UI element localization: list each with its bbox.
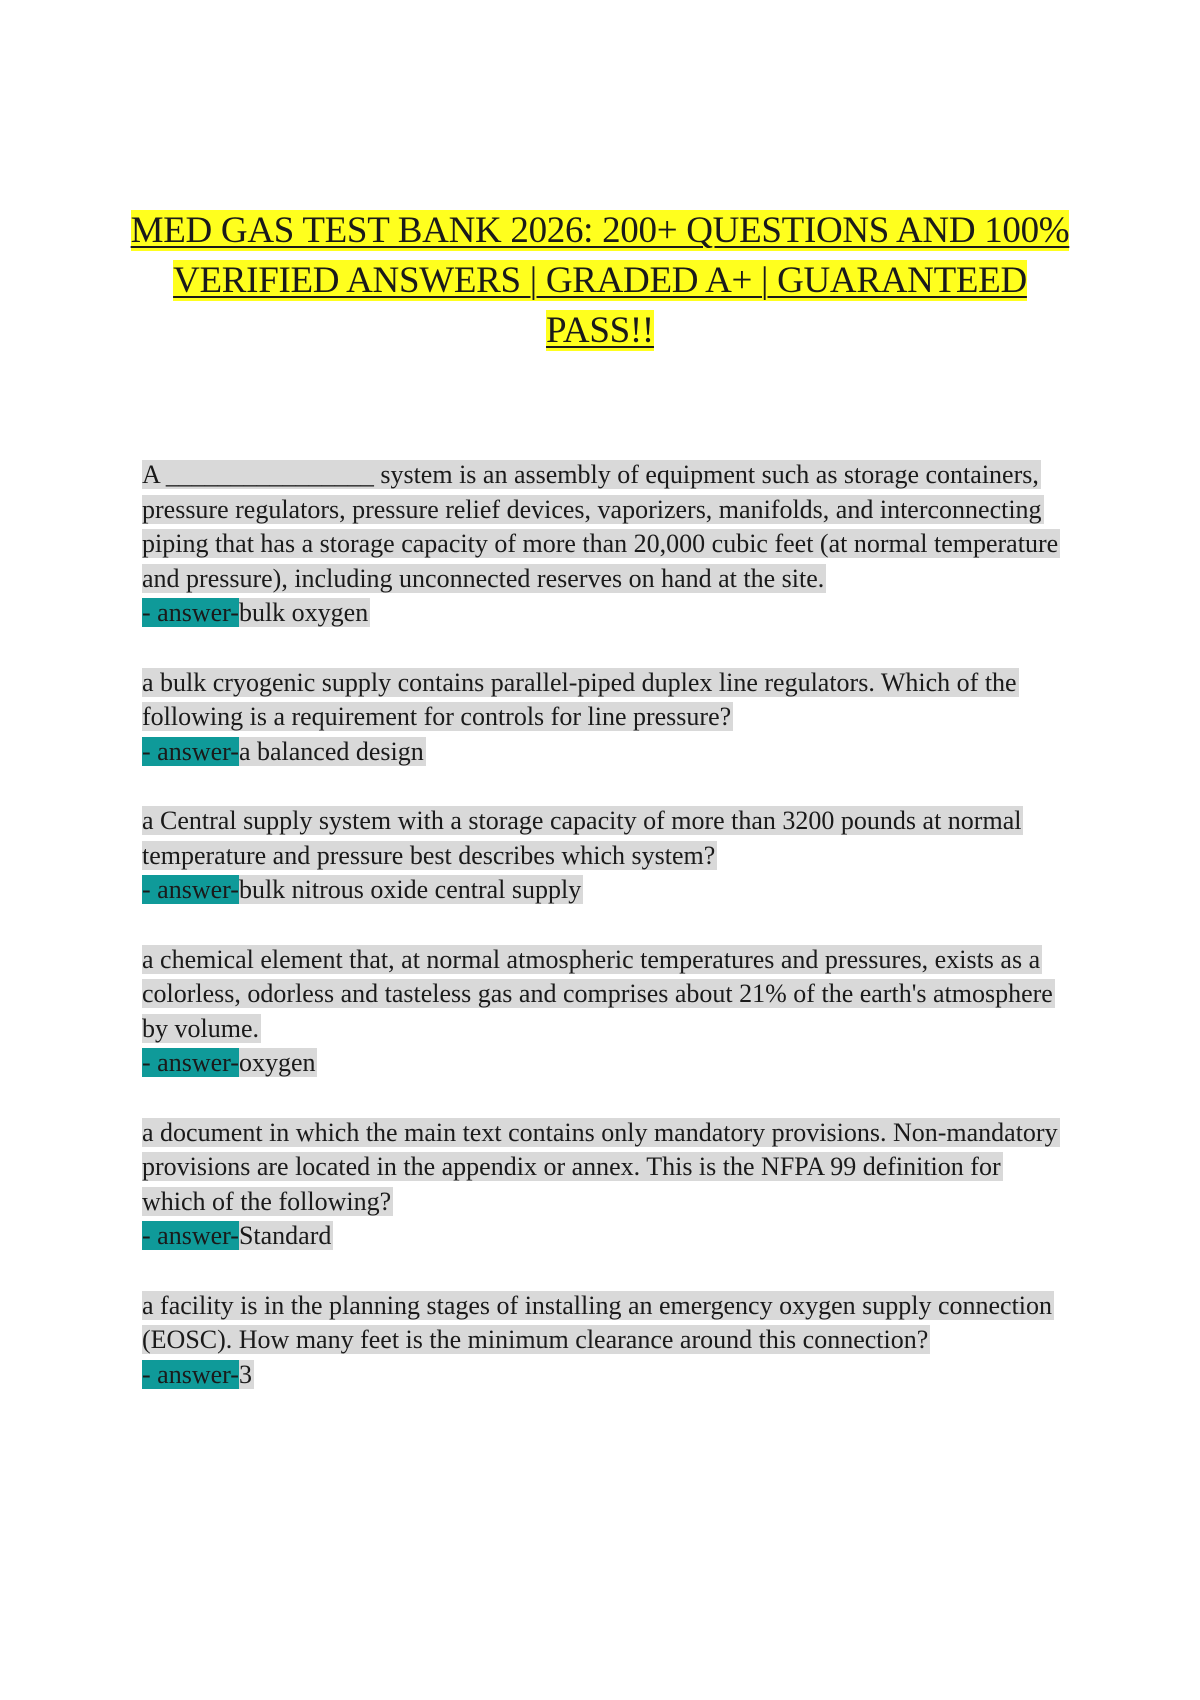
- document-title: [130, 206, 1070, 356]
- qa-item: [142, 943, 1067, 1081]
- question-text: a facility is in the planning stages of installing an emergency oxygen supply connection (EOSC). How many feet is the minimum clearance around this connection?: [142, 1290, 1053, 1354]
- document-title-text: MED GAS TEST BANK 2026: 200+ QUESTIONS AND 100% VERIFIED ANSWERS | GRADED A+ | GUARANTEED PASS!!: [130, 210, 1070, 351]
- answer-text: 3: [238, 1359, 252, 1389]
- answer-text: a balanced design: [238, 736, 424, 766]
- answer-prefix: - answer-: [142, 1048, 239, 1077]
- question-text: a Central supply system with a storage capacity of more than 3200 pounds at normal temperature and pressure best describes which system?: [142, 806, 1022, 870]
- qa-item: [142, 458, 1067, 631]
- answer-prefix: - answer-: [142, 736, 239, 766]
- question-text: A ________________ system is an assembly of equipment such as storage containers, pressure regulators, pressure relief devices, vaporizers, manifolds, and interconnecting piping that has a storage capacity of more than 20,000 cubic feet (at normal temperature and pressure), including unconnected reserves on hand at the site.: [142, 460, 1059, 593]
- qa-item: [142, 666, 1067, 770]
- answer-line: [142, 596, 1067, 631]
- qa-item: [142, 804, 1067, 908]
- answer-line: [142, 1046, 1067, 1081]
- answer-prefix: - answer-: [142, 1221, 239, 1250]
- answer-prefix: - answer-: [142, 598, 239, 627]
- answer-line: [142, 873, 1067, 908]
- answer-text: bulk oxygen: [238, 598, 369, 627]
- question-text: a document in which the main text contains only mandatory provisions. Non-mandatory provisions are located in the appendix or annex. This is the NFPA 99 definition for which of the following?: [142, 1117, 1058, 1216]
- qa-list: [142, 458, 1067, 1427]
- answer-text: bulk nitrous oxide central supply: [238, 875, 582, 904]
- question-text: a chemical element that, at normal atmospheric temperatures and pressures, exists as a colorless, odorless and tasteless gas and comprises about 21% of the earth's atmosphere by volume.: [142, 944, 1053, 1043]
- answer-text: Standard: [238, 1221, 332, 1250]
- answer-prefix: - answer-: [142, 875, 239, 904]
- qa-item: [142, 1289, 1067, 1393]
- answer-line: [142, 1358, 1067, 1393]
- answer-line: [142, 735, 1067, 770]
- qa-item: [142, 1116, 1067, 1254]
- question-text: a bulk cryogenic supply contains parallel-piped duplex line regulators. Which of the following is a requirement for controls for line pressure?: [142, 667, 1017, 731]
- answer-line: [142, 1219, 1067, 1254]
- answer-text: oxygen: [238, 1048, 316, 1077]
- answer-prefix: - answer-: [142, 1359, 239, 1389]
